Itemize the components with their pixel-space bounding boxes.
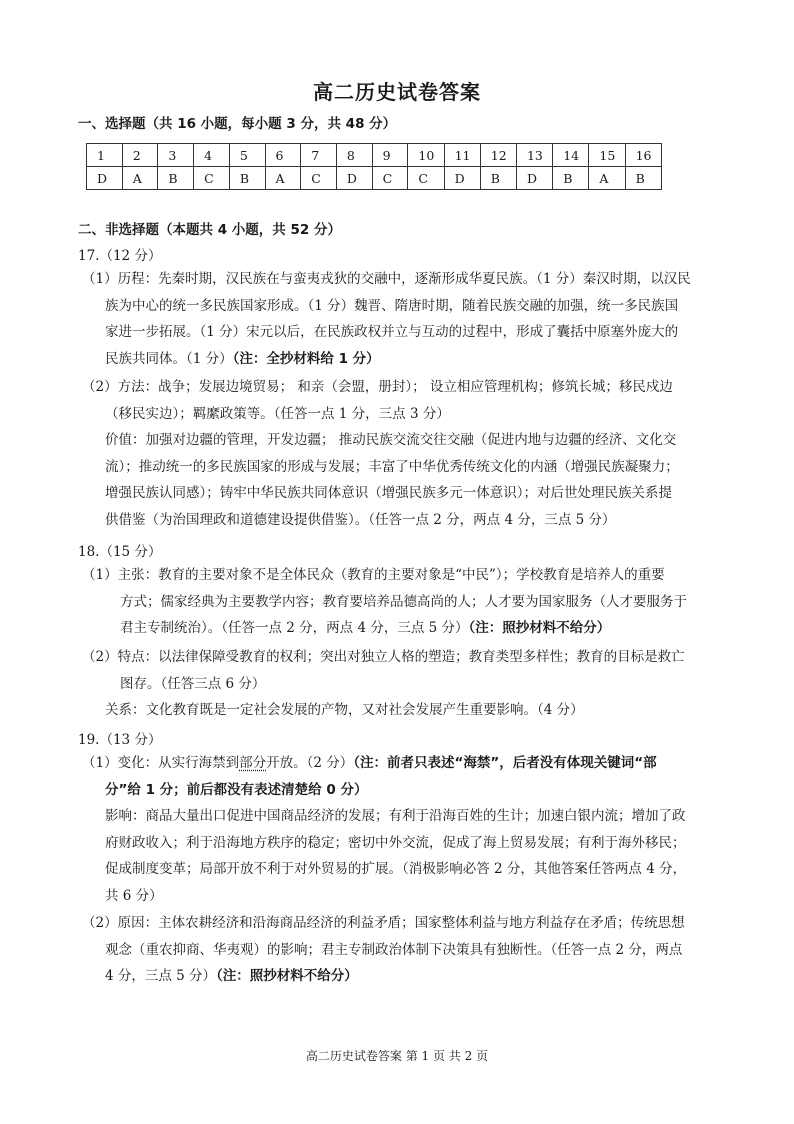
text-line: （1）历程：先秦时期，汉民族在与蛮夷戎狄的交融中，逐渐形成华夏民族。（1 分）秦汉时期，以汉民 [82,271,691,287]
question-19-label: 19.（13 分） [78,732,162,748]
table-cell: D [87,167,123,190]
section1-heading: 一、选择题（共 16 小题，每小题 3 分，共 48 分） [78,116,397,132]
table-cell: D [444,167,480,190]
table-cell: 2 [122,144,158,167]
text-segment: （1）变化：从实行海禁到 [82,755,240,771]
question-18-label: 18.（15 分） [78,544,162,560]
question-17-label: 17.（12 分） [78,248,162,264]
table-cell: B [480,167,516,190]
table-cell: A [122,167,158,190]
text-line: 府财政收入；利于沿海地方秩序的稳定；密切中外交流，促成了海上贸易发展；有利于海外移民； [105,834,686,851]
text-line [82,963,718,990]
text-line: （2）特点：以法律保障受教育的权利；突出对独立人格的塑造；教育类型多样性；教育的目标是救亡 [82,649,685,665]
text-line: 影响：商品大量出口促进中国商品经济的发展；有利于沿海百姓的生计；加速白银内流；增加了政 [105,808,686,824]
answer-row [87,167,662,190]
table-cell: C [408,167,444,190]
text-line: （1）主张：教育的主要对象不是全体民众（教育的主要对象是“中民”）；学校教育是培养人的重要 [82,567,665,583]
text-line: 增强民族认同感）；铸牢中华民族共同体意识（增强民族多元一体意识）；对后世处理民族关系提 [105,485,672,501]
text-segment: 民族共同体。（1 分） [105,350,233,367]
text-segment: 开放。（2 分） [266,755,354,771]
text-line: 方式；儒家经典为主要教学内容；教育要培养品德高尚的人；人才要为国家服务（人才要服务于 [120,593,687,610]
text-line: 流）；推动统一的多民族国家的形成与发展；丰富了中华优秀传统文化的内涵（增强民族凝聚力； [105,458,679,475]
text-line: 供借鉴（为治国理政和道德建设提供借鉴）。（任答一点 2 分，两点 4 分，三点 5 分） [105,511,616,528]
q17-part2 [82,374,718,533]
text-line: 观念（重农抑商、华夷观）的影响；君主专制政治体制下决策具有独断性。（任答一点 2 分，两点 [105,941,683,958]
table-cell: 11 [444,144,480,167]
q18-part1 [82,562,718,642]
text-line [82,750,718,777]
text-line: 图存。（任答三点 6 分） [120,675,266,692]
table-cell: C [372,167,408,190]
table-cell: 13 [516,144,552,167]
table-cell: B [553,167,589,190]
emphasized-text: 部分 [239,755,267,771]
table-cell: 9 [372,144,408,167]
table-cell: C [301,167,337,190]
grading-note: 分”给 1 分；前后都没有表述清楚给 0 分） [105,781,368,798]
table-cell: B [229,167,265,190]
q19-part2 [82,910,718,990]
table-cell: 4 [194,144,230,167]
text-line: （移民实边）；羁縻政策等。（任答一点 1 分，三点 3 分） [105,405,450,422]
table-cell: 8 [336,144,372,167]
answer-key-table [86,143,662,190]
text-line: 促成制度变革；局部开放不利于对外贸易的扩展。（消极影响必答 2 分，其他答案任答两点 4 分， [105,861,687,877]
text-line: 族为中心的统一多民族国家形成。（1 分）魏晋、隋唐时期，随着民族交融的加强，统一多民族国 [105,297,679,314]
table-cell: 16 [625,144,661,167]
table-cell: D [336,167,372,190]
table-cell: 6 [265,144,301,167]
section2-heading: 二、非选择题（本题共 4 小题，共 52 分） [78,222,341,238]
table-cell: A [265,167,301,190]
text-line: （2）方法：战争；发展边境贸易； 和亲（会盟，册封）； 设立相应管理机构；修筑长城；移民戍边 [82,379,673,395]
table-cell: 5 [229,144,265,167]
table-cell: 12 [480,144,516,167]
table-cell: D [516,167,552,190]
table-cell: 15 [589,144,625,167]
q17-part1 [82,266,718,372]
text-line: 家进一步拓展。（1 分）宋元以后，在民族政权并立与互动的过程中，形成了囊括中原塞外庞大的 [105,324,679,340]
table-cell: 7 [301,144,337,167]
text-line: （2）原因：主体农耕经济和沿海商品经济的利益矛盾；国家整体利益与地方利益存在矛盾；传统思想 [82,915,685,931]
text-segment: 4 分，三点 5 分） [105,968,217,984]
table-cell: C [194,167,230,190]
page-footer: 高二历史试卷答案 第 1 页 共 2 页 [305,1049,489,1063]
grading-note: （注：前者只表述“海禁”，后者没有体现关键词“部 [353,755,657,771]
table-cell: 3 [158,144,194,167]
table-cell: 1 [87,144,123,167]
question-number-row [87,144,662,167]
grading-note: （注：照抄材料不给分） [468,620,611,636]
table-cell: B [625,167,661,190]
text-line [82,615,718,642]
text-segment: 君主专制统治）。（任答一点 2 分，两点 4 分，三点 5 分） [120,620,469,636]
grading-note: （注：照抄材料不给分） [216,968,358,984]
text-line: 价值：加强对边疆的管理，开发边疆； 推动民族交流交往交融（促进内地与边疆的经济、文化交 [105,432,677,448]
grading-note: （注：全抄材料给 1 分） [232,350,380,367]
text-line: 共 6 分） [105,887,163,904]
table-cell: B [158,167,194,190]
table-cell: 10 [408,144,444,167]
text-line [82,346,718,373]
q18-part2 [82,644,718,724]
table-cell: 14 [553,144,589,167]
page-title: 高二历史试卷答案 [313,80,481,104]
text-line: 关系：文化教育既是一定社会发展的产物，又对社会发展产生重要影响。（4 分） [105,702,584,718]
q19-part1 [82,750,718,909]
table-cell: A [589,167,625,190]
